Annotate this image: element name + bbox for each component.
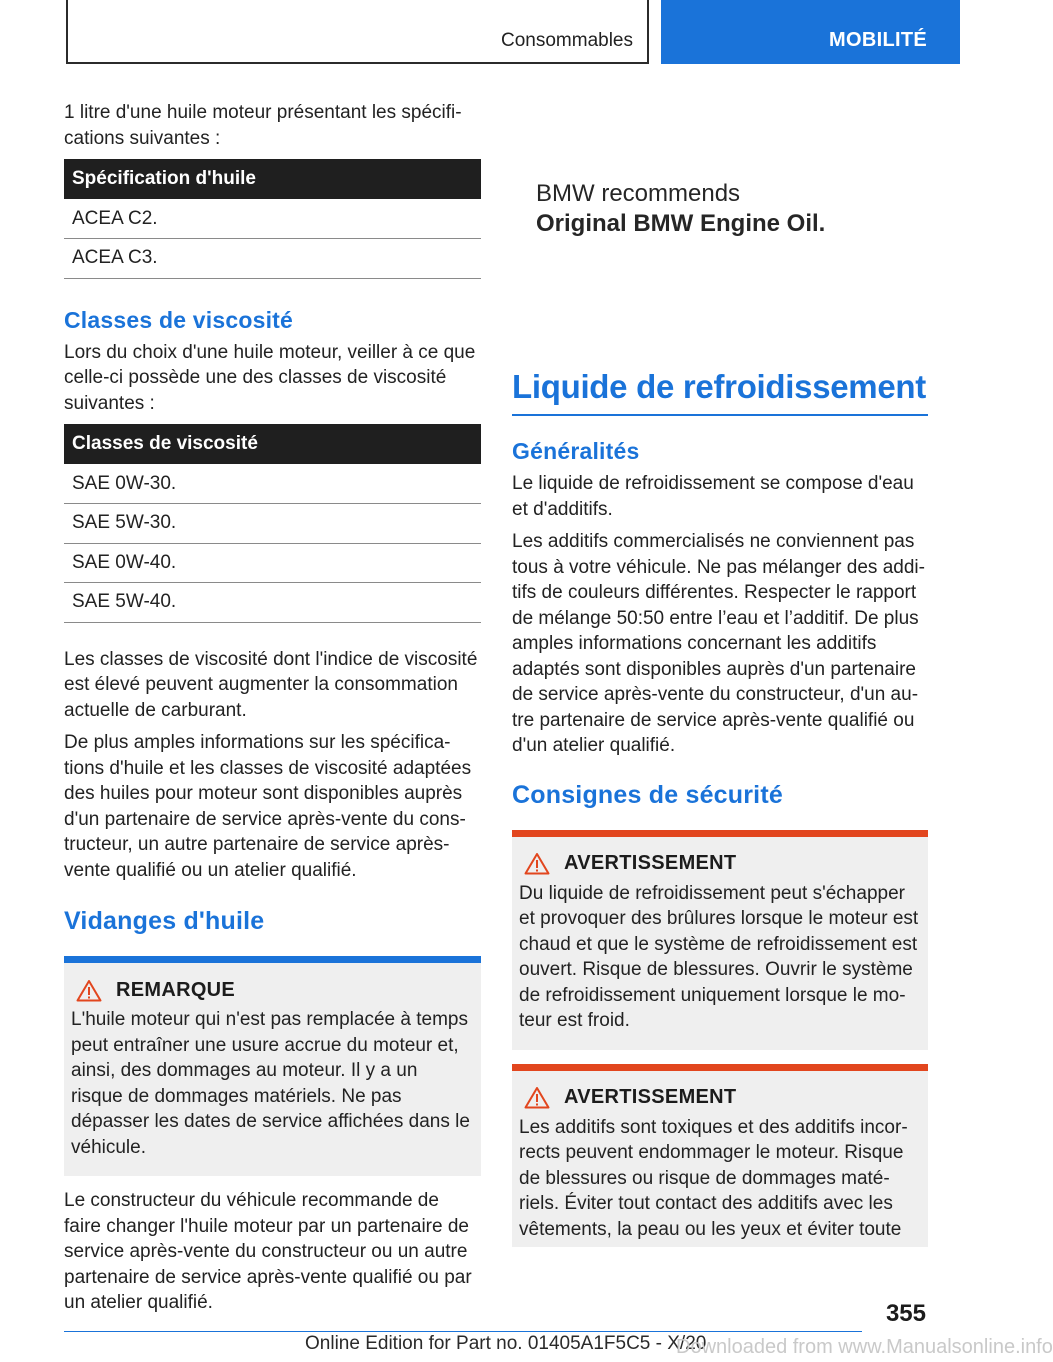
advert-line-1: BMW recommends [536,180,741,207]
oil-spec-table [64,159,481,279]
safety-heading: Consignes de sécurité [512,780,783,809]
general-heading: Généralités [512,438,640,464]
warning-accent-bar [512,830,928,837]
footer-divider [64,1331,862,1332]
table-row [64,504,481,544]
warning-accent-bar [512,1064,928,1071]
header-section-box [66,0,649,64]
note-accent-bar [64,956,481,963]
table-cell: ACEA C2. [64,199,481,239]
table-row [64,543,481,583]
viscosity-intro: Lors du choix d'une huile moteur, veiller à ce que celle-ci possède une des classes de viscosité suivantes : [64,341,476,414]
note-text: L'huile moteur qui n'est pas remplacée à temps peut entraîner une usure accrue du moteur et, ainsi, des dommages au moteur. Il y a un risque de dommages matériels. Ne pas dépasser les dates de service affichées dans le véhicule. [71,1009,470,1158]
warning-text: Du liquide de refroidissement peut s'échapper et provoquer des brûlures lorsque le moteur est chaud et que le système de refroidissement est ouvert. Risque de blessures. Ouvrir le système de refroidissement uniquement lorsque le mo-teur est froid. [519,882,919,1031]
table-cell: SAE 0W-40. [64,543,481,583]
warning-box-2 [512,1064,928,1247]
table-row [64,199,481,239]
left-column [64,100,481,1316]
warning-title: AVERTISSEMENT [564,852,737,874]
table-row [64,239,481,279]
viscosity-paragraph-1: Les classes de viscosité dont l'indice de viscosité est élevé peuvent augmenter la consommation actuelle de carburant. [64,648,478,721]
page-number: 355 [885,1300,926,1327]
oil-change-paragraph: Le constructeur du véhicule recommande de faire changer l'huile moteur par un partenaire de service après-vente du constructeur ou un autre partenaire de service après-vente qualifié ou par un atelier qualifié. [64,1190,472,1313]
bmw-oil-advert [536,180,825,238]
table-cell: SAE 5W-40. [64,583,481,623]
viscosity-heading: Classes de viscosité [64,306,294,333]
warning-triangle-icon [519,850,555,878]
warning-text: Les additifs sont toxiques et des additifs incor-rects peuvent endommager le moteur. Risque de blessures ou risque de dommages maté-riels. Éviter tout contact des additifs avec les vêtements, la peau ou les yeux et éviter toute [519,1116,908,1240]
intro-paragraph: 1 litre d'une huile moteur présentant les spécifi-cations suivantes : [64,102,462,149]
table-row [64,583,481,623]
note-box [64,956,481,1176]
viscosity-paragraph-2: De plus amples informations sur les spécifica-tions d'huile et les classes de viscosité adaptées des huiles pour moteur sont disponibles auprès d'un partenaire de service après-vente du cons-tructeur, un autre partenaire de service après-vente qualifié ou un atelier qualifié. [64,732,472,881]
table-cell: ACEA C3. [64,239,481,279]
warning-title: AVERTISSEMENT [564,1086,737,1108]
note-title: REMARQUE [116,978,236,1001]
table-cell: SAE 5W-30. [64,504,481,544]
header-chapter-tab [661,0,960,64]
general-paragraph-1: Le liquide de refroidissement se compose d'eau et d'additifs. [512,473,914,520]
oil-spec-table-header: Spécification d'huile [64,159,481,199]
watermark: Downloaded from www.Manualsonline.info [676,1336,1053,1358]
general-paragraph-2: Les additifs commercialisés ne conviennent pas tous à votre véhicule. Ne pas mélanger des addi-tifs de couleurs différentes. Respecter le rapport de mélange 50:50 entre l’eau et l’additif. De plus amples informations concernant les additifs adaptés sont disponibles auprès d'un partenaire de service après-vente du constructeur, d'un au-tre partenaire de service après-vente qualifié ou d'un atelier qualifié. [512,531,925,756]
warning-triangle-icon [519,1084,555,1112]
oil-change-heading: Vidanges d'huile [64,907,265,935]
coolant-heading: Liquide de refroidissement [512,368,928,416]
viscosity-table-header: Classes de viscosité [64,424,481,464]
header-section-label: Consommables [501,30,633,51]
advert-line-2: Original BMW Engine Oil. [536,210,826,237]
warning-triangle-icon [71,976,107,1004]
footer-edition-text: Online Edition for Part no. 01405A1F5C5 - X/20 [305,1333,707,1354]
header-chapter-label: MOBILITÉ [829,29,927,51]
table-cell: SAE 0W-30. [64,464,481,504]
table-row [64,464,481,504]
viscosity-table [64,424,481,623]
warning-box-1 [512,830,928,1050]
right-column [512,368,928,1247]
